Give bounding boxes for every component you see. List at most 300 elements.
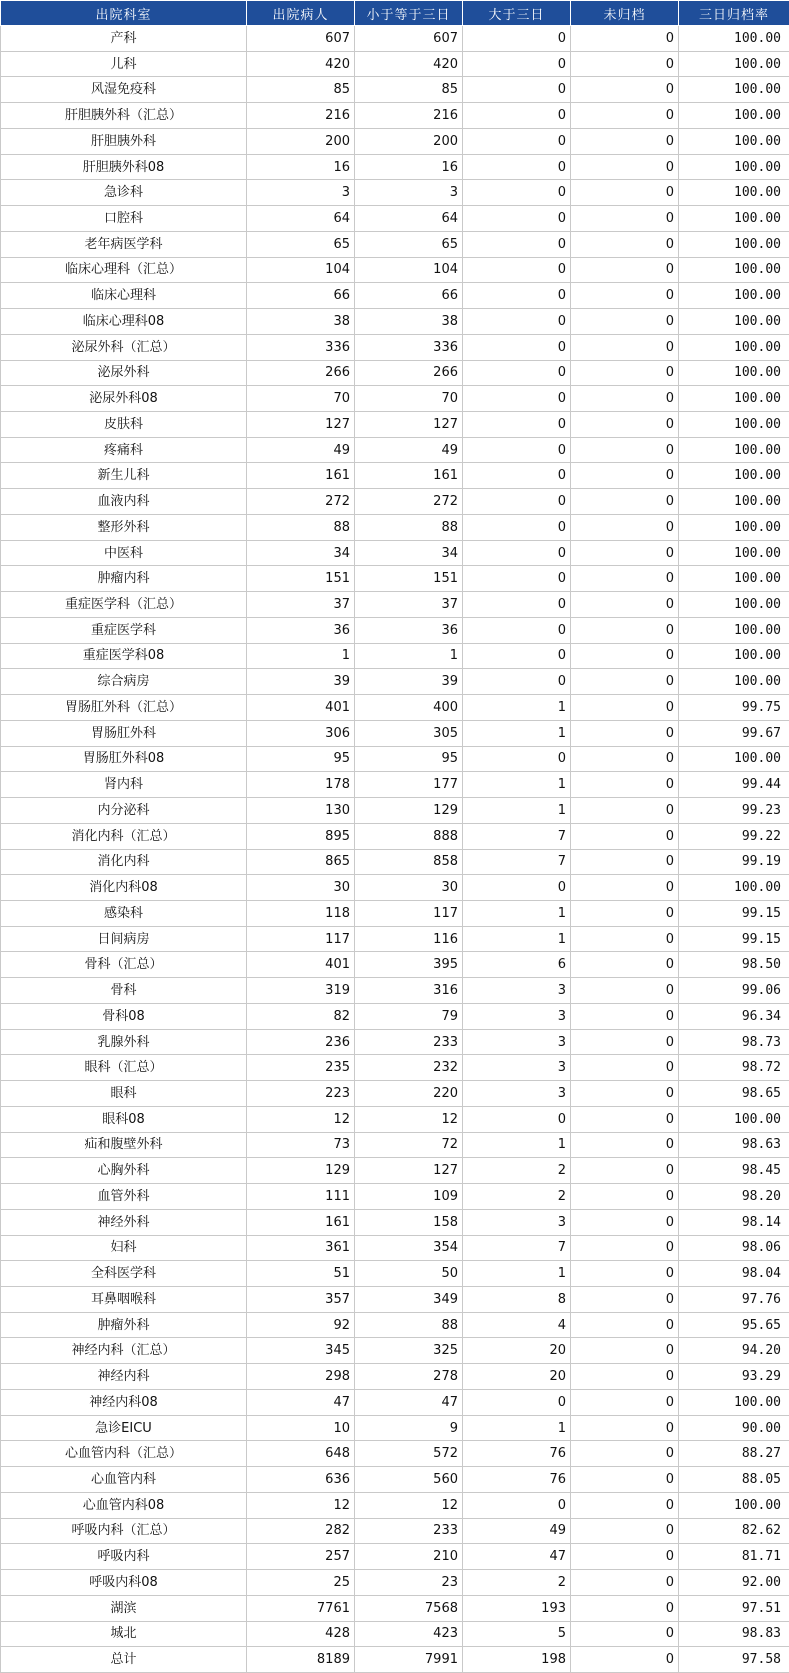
discharged-cell[interactable]: 200 — [247, 128, 355, 154]
discharged-cell[interactable]: 648 — [247, 1441, 355, 1467]
discharged-cell[interactable]: 428 — [247, 1621, 355, 1647]
department-cell[interactable]: 重症医学科 — [1, 617, 247, 643]
discharged-cell[interactable]: 401 — [247, 952, 355, 978]
discharged-cell[interactable]: 895 — [247, 823, 355, 849]
within-3-days-cell[interactable]: 50 — [355, 1261, 463, 1287]
discharged-cell[interactable]: 37 — [247, 592, 355, 618]
rate-cell[interactable]: 100.00 — [679, 412, 789, 438]
discharged-cell[interactable]: 161 — [247, 1209, 355, 1235]
unarchived-cell[interactable]: 0 — [571, 51, 679, 77]
over-3-days-cell[interactable]: 198 — [463, 1647, 571, 1673]
department-cell[interactable]: 血液内科 — [1, 489, 247, 515]
table-row[interactable] — [1, 1647, 789, 1673]
table-row[interactable] — [1, 669, 789, 695]
rate-cell[interactable]: 92.00 — [679, 1570, 789, 1596]
rate-cell[interactable]: 98.65 — [679, 1081, 789, 1107]
within-3-days-cell[interactable]: 210 — [355, 1544, 463, 1570]
unarchived-cell[interactable]: 0 — [571, 1492, 679, 1518]
within-3-days-cell[interactable]: 858 — [355, 849, 463, 875]
table-row[interactable] — [1, 360, 789, 386]
unarchived-cell[interactable]: 0 — [571, 798, 679, 824]
rate-cell[interactable]: 100.00 — [679, 437, 789, 463]
within-3-days-cell[interactable]: 95 — [355, 746, 463, 772]
within-3-days-cell[interactable]: 70 — [355, 386, 463, 412]
discharged-cell[interactable]: 298 — [247, 1364, 355, 1390]
unarchived-cell[interactable]: 0 — [571, 1081, 679, 1107]
department-cell[interactable]: 呼吸内科（汇总） — [1, 1518, 247, 1544]
rate-cell[interactable]: 100.00 — [679, 669, 789, 695]
unarchived-cell[interactable]: 0 — [571, 978, 679, 1004]
table-row[interactable] — [1, 1467, 789, 1493]
unarchived-cell[interactable]: 0 — [571, 360, 679, 386]
department-cell[interactable]: 消化内科（汇总） — [1, 823, 247, 849]
unarchived-cell[interactable]: 0 — [571, 386, 679, 412]
unarchived-cell[interactable]: 0 — [571, 1647, 679, 1673]
over-3-days-cell[interactable]: 0 — [463, 26, 571, 52]
table-row[interactable] — [1, 489, 789, 515]
department-cell[interactable]: 全科医学科 — [1, 1261, 247, 1287]
over-3-days-cell[interactable]: 3 — [463, 1029, 571, 1055]
within-3-days-cell[interactable]: 88 — [355, 1312, 463, 1338]
discharged-cell[interactable]: 129 — [247, 1158, 355, 1184]
within-3-days-cell[interactable]: 161 — [355, 463, 463, 489]
discharged-cell[interactable]: 66 — [247, 283, 355, 309]
within-3-days-cell[interactable]: 66 — [355, 283, 463, 309]
rate-cell[interactable]: 99.19 — [679, 849, 789, 875]
within-3-days-cell[interactable]: 72 — [355, 1132, 463, 1158]
department-cell[interactable]: 眼科08 — [1, 1106, 247, 1132]
discharged-cell[interactable]: 151 — [247, 566, 355, 592]
within-3-days-cell[interactable]: 305 — [355, 720, 463, 746]
over-3-days-cell[interactable]: 0 — [463, 463, 571, 489]
over-3-days-cell[interactable]: 1 — [463, 926, 571, 952]
unarchived-cell[interactable]: 0 — [571, 1029, 679, 1055]
rate-cell[interactable]: 99.75 — [679, 695, 789, 721]
discharged-cell[interactable]: 607 — [247, 26, 355, 52]
table-row[interactable] — [1, 1184, 789, 1210]
department-cell[interactable]: 肿瘤外科 — [1, 1312, 247, 1338]
rate-cell[interactable]: 99.67 — [679, 720, 789, 746]
over-3-days-cell[interactable]: 0 — [463, 1106, 571, 1132]
discharged-cell[interactable]: 3 — [247, 180, 355, 206]
over-3-days-cell[interactable]: 3 — [463, 1055, 571, 1081]
over-3-days-cell[interactable]: 2 — [463, 1570, 571, 1596]
over-3-days-cell[interactable]: 6 — [463, 952, 571, 978]
within-3-days-cell[interactable]: 423 — [355, 1621, 463, 1647]
within-3-days-cell[interactable]: 104 — [355, 257, 463, 283]
unarchived-cell[interactable]: 0 — [571, 412, 679, 438]
rate-cell[interactable]: 100.00 — [679, 51, 789, 77]
table-row[interactable] — [1, 617, 789, 643]
within-3-days-cell[interactable]: 64 — [355, 206, 463, 232]
unarchived-cell[interactable]: 0 — [571, 1184, 679, 1210]
table-row[interactable] — [1, 77, 789, 103]
rate-cell[interactable]: 100.00 — [679, 26, 789, 52]
discharged-cell[interactable]: 130 — [247, 798, 355, 824]
discharged-cell[interactable]: 73 — [247, 1132, 355, 1158]
table-row[interactable] — [1, 309, 789, 335]
discharged-cell[interactable]: 118 — [247, 900, 355, 926]
table-row[interactable] — [1, 514, 789, 540]
table-row[interactable] — [1, 798, 789, 824]
over-3-days-cell[interactable]: 3 — [463, 978, 571, 1004]
rate-cell[interactable]: 99.06 — [679, 978, 789, 1004]
discharged-cell[interactable]: 266 — [247, 360, 355, 386]
table-row[interactable] — [1, 1621, 789, 1647]
discharged-cell[interactable]: 34 — [247, 540, 355, 566]
department-cell[interactable]: 心血管内科08 — [1, 1492, 247, 1518]
department-cell[interactable]: 呼吸内科 — [1, 1544, 247, 1570]
rate-cell[interactable]: 100.00 — [679, 309, 789, 335]
discharged-cell[interactable]: 306 — [247, 720, 355, 746]
rate-cell[interactable]: 100.00 — [679, 1389, 789, 1415]
table-row[interactable] — [1, 1235, 789, 1261]
within-3-days-cell[interactable]: 158 — [355, 1209, 463, 1235]
department-cell[interactable]: 中医科 — [1, 540, 247, 566]
rate-cell[interactable]: 99.44 — [679, 772, 789, 798]
over-3-days-cell[interactable]: 0 — [463, 617, 571, 643]
rate-cell[interactable]: 98.63 — [679, 1132, 789, 1158]
unarchived-cell[interactable]: 0 — [571, 746, 679, 772]
discharged-cell[interactable]: 117 — [247, 926, 355, 952]
discharged-cell[interactable]: 85 — [247, 77, 355, 103]
department-cell[interactable]: 感染科 — [1, 900, 247, 926]
rate-cell[interactable]: 100.00 — [679, 489, 789, 515]
department-cell[interactable]: 心血管内科（汇总） — [1, 1441, 247, 1467]
rate-cell[interactable]: 100.00 — [679, 206, 789, 232]
department-cell[interactable]: 肿瘤内科 — [1, 566, 247, 592]
department-cell[interactable]: 胃肠肛外科 — [1, 720, 247, 746]
department-cell[interactable]: 城北 — [1, 1621, 247, 1647]
rate-cell[interactable]: 100.00 — [679, 540, 789, 566]
table-row[interactable] — [1, 900, 789, 926]
discharged-cell[interactable]: 361 — [247, 1235, 355, 1261]
over-3-days-cell[interactable]: 0 — [463, 566, 571, 592]
department-cell[interactable]: 眼科（汇总） — [1, 1055, 247, 1081]
discharged-cell[interactable]: 420 — [247, 51, 355, 77]
table-row[interactable] — [1, 1209, 789, 1235]
discharged-cell[interactable]: 36 — [247, 617, 355, 643]
within-3-days-cell[interactable]: 354 — [355, 1235, 463, 1261]
unarchived-cell[interactable]: 0 — [571, 540, 679, 566]
rate-cell[interactable]: 100.00 — [679, 746, 789, 772]
table-row[interactable] — [1, 1518, 789, 1544]
over-3-days-cell[interactable]: 20 — [463, 1338, 571, 1364]
over-3-days-cell[interactable]: 20 — [463, 1364, 571, 1390]
rate-cell[interactable]: 99.22 — [679, 823, 789, 849]
department-cell[interactable]: 血管外科 — [1, 1184, 247, 1210]
table-row[interactable] — [1, 1029, 789, 1055]
rate-cell[interactable]: 100.00 — [679, 231, 789, 257]
unarchived-cell[interactable]: 0 — [571, 592, 679, 618]
discharged-cell[interactable]: 12 — [247, 1492, 355, 1518]
over-3-days-cell[interactable]: 76 — [463, 1441, 571, 1467]
over-3-days-cell[interactable]: 3 — [463, 1209, 571, 1235]
over-3-days-cell[interactable]: 0 — [463, 180, 571, 206]
within-3-days-cell[interactable]: 65 — [355, 231, 463, 257]
discharged-cell[interactable]: 319 — [247, 978, 355, 1004]
over-3-days-cell[interactable]: 0 — [463, 437, 571, 463]
table-row[interactable] — [1, 1389, 789, 1415]
table-row[interactable] — [1, 1338, 789, 1364]
rate-cell[interactable]: 100.00 — [679, 592, 789, 618]
rate-cell[interactable]: 98.83 — [679, 1621, 789, 1647]
discharged-cell[interactable]: 65 — [247, 231, 355, 257]
within-3-days-cell[interactable]: 266 — [355, 360, 463, 386]
unarchived-cell[interactable]: 0 — [571, 669, 679, 695]
within-3-days-cell[interactable]: 129 — [355, 798, 463, 824]
over-3-days-cell[interactable]: 3 — [463, 1081, 571, 1107]
unarchived-cell[interactable]: 0 — [571, 875, 679, 901]
rate-cell[interactable]: 100.00 — [679, 180, 789, 206]
department-cell[interactable]: 临床心理科 — [1, 283, 247, 309]
within-3-days-cell[interactable]: 233 — [355, 1029, 463, 1055]
within-3-days-cell[interactable]: 49 — [355, 437, 463, 463]
unarchived-cell[interactable]: 0 — [571, 437, 679, 463]
over-3-days-cell[interactable]: 2 — [463, 1184, 571, 1210]
department-cell[interactable]: 重症医学科（汇总） — [1, 592, 247, 618]
over-3-days-cell[interactable]: 0 — [463, 669, 571, 695]
department-cell[interactable]: 疝和腹壁外科 — [1, 1132, 247, 1158]
table-row[interactable] — [1, 231, 789, 257]
discharged-cell[interactable]: 111 — [247, 1184, 355, 1210]
table-row[interactable] — [1, 103, 789, 129]
table-row[interactable] — [1, 26, 789, 52]
over-3-days-cell[interactable]: 0 — [463, 334, 571, 360]
header-within-3-days[interactable]: 小于等于三日 — [355, 1, 463, 26]
unarchived-cell[interactable]: 0 — [571, 1544, 679, 1570]
rate-cell[interactable]: 99.15 — [679, 926, 789, 952]
over-3-days-cell[interactable]: 49 — [463, 1518, 571, 1544]
unarchived-cell[interactable]: 0 — [571, 128, 679, 154]
department-cell[interactable]: 神经内科08 — [1, 1389, 247, 1415]
unarchived-cell[interactable]: 0 — [571, 1261, 679, 1287]
discharged-cell[interactable]: 51 — [247, 1261, 355, 1287]
within-3-days-cell[interactable]: 325 — [355, 1338, 463, 1364]
rate-cell[interactable]: 98.14 — [679, 1209, 789, 1235]
table-row[interactable] — [1, 926, 789, 952]
discharged-cell[interactable]: 38 — [247, 309, 355, 335]
table-row[interactable] — [1, 643, 789, 669]
table-row[interactable] — [1, 849, 789, 875]
within-3-days-cell[interactable]: 23 — [355, 1570, 463, 1596]
within-3-days-cell[interactable]: 220 — [355, 1081, 463, 1107]
table-row[interactable] — [1, 1286, 789, 1312]
table-row[interactable] — [1, 51, 789, 77]
discharged-cell[interactable]: 104 — [247, 257, 355, 283]
rate-cell[interactable]: 99.23 — [679, 798, 789, 824]
within-3-days-cell[interactable]: 109 — [355, 1184, 463, 1210]
over-3-days-cell[interactable]: 1 — [463, 798, 571, 824]
department-cell[interactable]: 新生儿科 — [1, 463, 247, 489]
within-3-days-cell[interactable]: 16 — [355, 154, 463, 180]
department-cell[interactable]: 胃肠肛外科（汇总） — [1, 695, 247, 721]
unarchived-cell[interactable]: 0 — [571, 772, 679, 798]
discharged-cell[interactable]: 345 — [247, 1338, 355, 1364]
unarchived-cell[interactable]: 0 — [571, 283, 679, 309]
rate-cell[interactable]: 100.00 — [679, 617, 789, 643]
department-cell[interactable]: 泌尿外科08 — [1, 386, 247, 412]
department-cell[interactable]: 临床心理科（汇总） — [1, 257, 247, 283]
over-3-days-cell[interactable]: 1 — [463, 1132, 571, 1158]
table-row[interactable] — [1, 875, 789, 901]
within-3-days-cell[interactable]: 316 — [355, 978, 463, 1004]
department-cell[interactable]: 消化内科 — [1, 849, 247, 875]
unarchived-cell[interactable]: 0 — [571, 1158, 679, 1184]
rate-cell[interactable]: 97.76 — [679, 1286, 789, 1312]
table-row[interactable] — [1, 720, 789, 746]
rate-cell[interactable]: 100.00 — [679, 128, 789, 154]
unarchived-cell[interactable]: 0 — [571, 1003, 679, 1029]
department-cell[interactable]: 乳腺外科 — [1, 1029, 247, 1055]
rate-cell[interactable]: 100.00 — [679, 154, 789, 180]
department-cell[interactable]: 湖滨 — [1, 1595, 247, 1621]
within-3-days-cell[interactable]: 12 — [355, 1492, 463, 1518]
unarchived-cell[interactable]: 0 — [571, 900, 679, 926]
discharged-cell[interactable]: 47 — [247, 1389, 355, 1415]
over-3-days-cell[interactable]: 0 — [463, 360, 571, 386]
rate-cell[interactable]: 100.00 — [679, 283, 789, 309]
rate-cell[interactable]: 98.20 — [679, 1184, 789, 1210]
table-row[interactable] — [1, 206, 789, 232]
table-row[interactable] — [1, 283, 789, 309]
rate-cell[interactable]: 100.00 — [679, 103, 789, 129]
within-3-days-cell[interactable]: 420 — [355, 51, 463, 77]
within-3-days-cell[interactable]: 7991 — [355, 1647, 463, 1673]
discharged-cell[interactable]: 223 — [247, 1081, 355, 1107]
discharged-cell[interactable]: 161 — [247, 463, 355, 489]
table-row[interactable] — [1, 437, 789, 463]
within-3-days-cell[interactable]: 37 — [355, 592, 463, 618]
unarchived-cell[interactable]: 0 — [571, 1621, 679, 1647]
rate-cell[interactable]: 100.00 — [679, 566, 789, 592]
within-3-days-cell[interactable]: 200 — [355, 128, 463, 154]
within-3-days-cell[interactable]: 12 — [355, 1106, 463, 1132]
department-cell[interactable]: 产科 — [1, 26, 247, 52]
discharged-cell[interactable]: 70 — [247, 386, 355, 412]
department-cell[interactable]: 儿科 — [1, 51, 247, 77]
table-row[interactable] — [1, 566, 789, 592]
discharged-cell[interactable]: 64 — [247, 206, 355, 232]
department-cell[interactable]: 疼痛科 — [1, 437, 247, 463]
department-cell[interactable]: 临床心理科08 — [1, 309, 247, 335]
unarchived-cell[interactable]: 0 — [571, 1209, 679, 1235]
discharged-cell[interactable]: 88 — [247, 514, 355, 540]
discharged-cell[interactable]: 1 — [247, 643, 355, 669]
discharged-cell[interactable]: 16 — [247, 154, 355, 180]
table-row[interactable] — [1, 154, 789, 180]
department-cell[interactable]: 心血管内科 — [1, 1467, 247, 1493]
unarchived-cell[interactable]: 0 — [571, 1235, 679, 1261]
table-row[interactable] — [1, 1544, 789, 1570]
table-row[interactable] — [1, 952, 789, 978]
header-unarchived[interactable]: 未归档 — [571, 1, 679, 26]
over-3-days-cell[interactable]: 1 — [463, 1261, 571, 1287]
table-row[interactable] — [1, 1415, 789, 1441]
unarchived-cell[interactable]: 0 — [571, 1467, 679, 1493]
over-3-days-cell[interactable]: 3 — [463, 1003, 571, 1029]
over-3-days-cell[interactable]: 5 — [463, 1621, 571, 1647]
unarchived-cell[interactable]: 0 — [571, 489, 679, 515]
department-cell[interactable]: 消化内科08 — [1, 875, 247, 901]
over-3-days-cell[interactable]: 0 — [463, 231, 571, 257]
unarchived-cell[interactable]: 0 — [571, 257, 679, 283]
discharged-cell[interactable]: 236 — [247, 1029, 355, 1055]
discharged-cell[interactable]: 10 — [247, 1415, 355, 1441]
table-row[interactable] — [1, 180, 789, 206]
rate-cell[interactable]: 98.06 — [679, 1235, 789, 1261]
rate-cell[interactable]: 88.27 — [679, 1441, 789, 1467]
over-3-days-cell[interactable]: 0 — [463, 386, 571, 412]
table-row[interactable] — [1, 1595, 789, 1621]
header-department[interactable]: 出院科室 — [1, 1, 247, 26]
within-3-days-cell[interactable]: 607 — [355, 26, 463, 52]
department-cell[interactable]: 心胸外科 — [1, 1158, 247, 1184]
over-3-days-cell[interactable]: 4 — [463, 1312, 571, 1338]
within-3-days-cell[interactable]: 560 — [355, 1467, 463, 1493]
over-3-days-cell[interactable]: 47 — [463, 1544, 571, 1570]
department-cell[interactable]: 肝胆胰外科 — [1, 128, 247, 154]
unarchived-cell[interactable]: 0 — [571, 952, 679, 978]
department-cell[interactable]: 总计 — [1, 1647, 247, 1673]
rate-cell[interactable]: 90.00 — [679, 1415, 789, 1441]
table-row[interactable] — [1, 540, 789, 566]
rate-cell[interactable]: 88.05 — [679, 1467, 789, 1493]
over-3-days-cell[interactable]: 0 — [463, 592, 571, 618]
department-cell[interactable]: 肝胆胰外科08 — [1, 154, 247, 180]
within-3-days-cell[interactable]: 400 — [355, 695, 463, 721]
department-cell[interactable]: 口腔科 — [1, 206, 247, 232]
discharged-cell[interactable]: 357 — [247, 1286, 355, 1312]
table-row[interactable] — [1, 592, 789, 618]
rate-cell[interactable]: 100.00 — [679, 514, 789, 540]
department-cell[interactable]: 耳鼻咽喉科 — [1, 1286, 247, 1312]
unarchived-cell[interactable]: 0 — [571, 1338, 679, 1364]
unarchived-cell[interactable]: 0 — [571, 180, 679, 206]
rate-cell[interactable]: 100.00 — [679, 77, 789, 103]
discharged-cell[interactable]: 12 — [247, 1106, 355, 1132]
over-3-days-cell[interactable]: 193 — [463, 1595, 571, 1621]
over-3-days-cell[interactable]: 0 — [463, 875, 571, 901]
department-cell[interactable]: 综合病房 — [1, 669, 247, 695]
rate-cell[interactable]: 100.00 — [679, 875, 789, 901]
table-row[interactable] — [1, 1106, 789, 1132]
discharged-cell[interactable]: 178 — [247, 772, 355, 798]
within-3-days-cell[interactable]: 117 — [355, 900, 463, 926]
department-cell[interactable]: 神经内科（汇总） — [1, 1338, 247, 1364]
within-3-days-cell[interactable]: 36 — [355, 617, 463, 643]
table-row[interactable] — [1, 772, 789, 798]
rate-cell[interactable]: 95.65 — [679, 1312, 789, 1338]
table-row[interactable] — [1, 1492, 789, 1518]
discharged-cell[interactable]: 7761 — [247, 1595, 355, 1621]
unarchived-cell[interactable]: 0 — [571, 514, 679, 540]
discharged-cell[interactable]: 49 — [247, 437, 355, 463]
unarchived-cell[interactable]: 0 — [571, 617, 679, 643]
within-3-days-cell[interactable]: 151 — [355, 566, 463, 592]
within-3-days-cell[interactable]: 216 — [355, 103, 463, 129]
table-row[interactable] — [1, 1055, 789, 1081]
over-3-days-cell[interactable]: 0 — [463, 77, 571, 103]
discharged-cell[interactable]: 401 — [247, 695, 355, 721]
rate-cell[interactable]: 98.73 — [679, 1029, 789, 1055]
discharged-cell[interactable]: 235 — [247, 1055, 355, 1081]
table-row[interactable] — [1, 746, 789, 772]
rate-cell[interactable]: 100.00 — [679, 360, 789, 386]
discharged-cell[interactable]: 92 — [247, 1312, 355, 1338]
table-row[interactable] — [1, 334, 789, 360]
over-3-days-cell[interactable]: 7 — [463, 1235, 571, 1261]
